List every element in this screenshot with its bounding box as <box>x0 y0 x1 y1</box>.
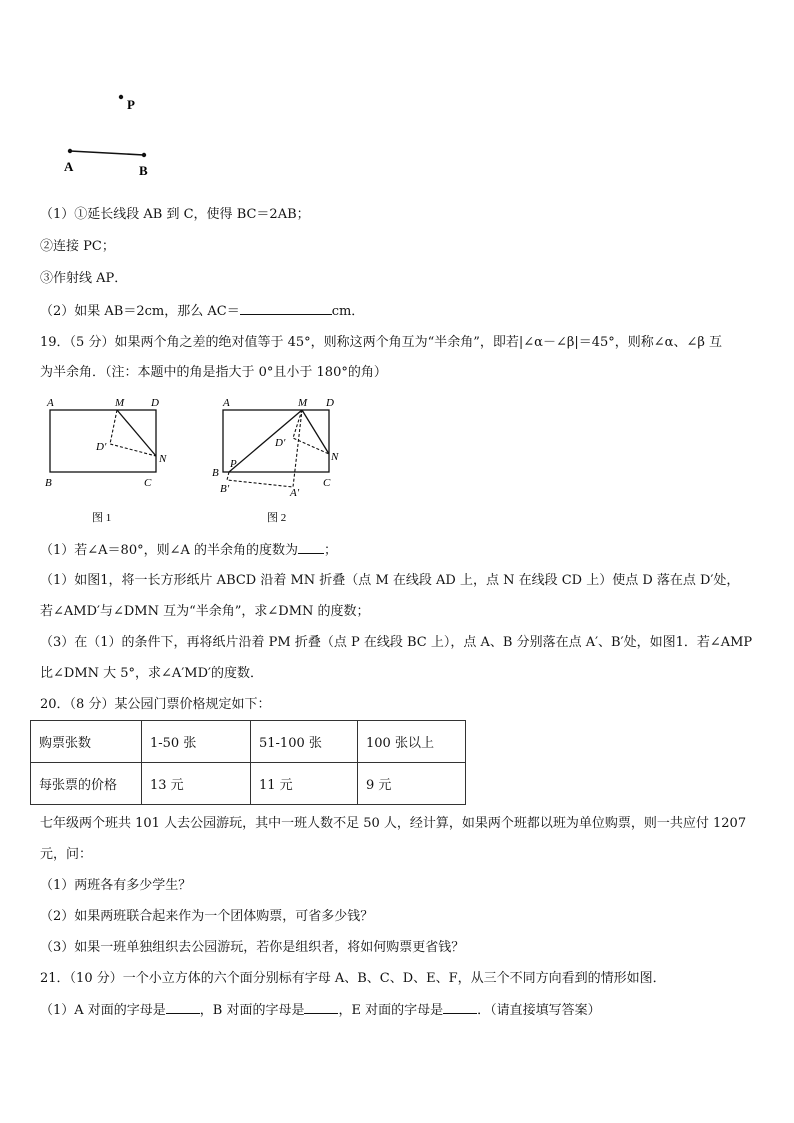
fig1-label-d: D <box>151 397 159 409</box>
point-a <box>68 149 72 153</box>
label-b: B <box>139 163 148 178</box>
q21-answer-blank-a[interactable] <box>166 1001 200 1014</box>
q19-answer-blank[interactable] <box>298 541 324 554</box>
fig2-label-aprime: A′ <box>290 487 300 499</box>
q20-stem: 20．（8 分）某公园门票价格规定如下： <box>40 697 271 712</box>
fig2-caption: 图 2 <box>267 512 287 524</box>
q21-sub1-text-b: ，B 对面的字母是 <box>199 1003 305 1018</box>
q19-sub3-line2: 比∠DMN 大 5°，求∠A′MD′的度数． <box>40 666 263 681</box>
fig2-label-dprime: D′ <box>275 437 286 449</box>
q20-sub1: （1）两班各有多少学生？ <box>40 878 192 893</box>
q21-sub1-text-d: ．（请直接填写答案） <box>477 1003 601 1018</box>
folded-edges-ab <box>227 410 302 487</box>
fig1-label-m: M <box>115 397 125 409</box>
ticket-price-table <box>30 720 466 805</box>
q20-problem-line2: 元，问： <box>40 847 93 862</box>
table-cell: 1-50 张 <box>142 721 251 763</box>
label-p: P <box>127 97 135 112</box>
q19-sub1-end: ； <box>324 543 338 558</box>
fold-line-pm <box>229 410 302 472</box>
q18-part1-step1: （1）①延长线段 AB 到 C，使得 BC＝2AB； <box>40 207 310 222</box>
fig1-label-b: B <box>45 477 52 489</box>
q19-stem-line1: 19．（5 分）如果两个角之差的绝对值等于 45°，则称这两个角互为“半余角”，即若|∠α－∠β|＝45°，则称∠α、∠β 互 <box>40 335 723 350</box>
fig2-label-p: P <box>230 458 237 470</box>
q19-stem-line2: 为半余角．（注：本题中的角是指大于 0°且小于 180°的角） <box>40 365 387 380</box>
fig2-label-bprime: B′ <box>220 483 230 495</box>
q18-part2-unit: cm． <box>331 304 365 319</box>
point-b <box>142 153 146 157</box>
q19-figure-1 <box>40 394 180 529</box>
fig2-label-a: A <box>223 397 230 409</box>
figure-segment-ab <box>55 85 175 185</box>
fig2-label-c: C <box>323 477 331 489</box>
q19-figure-2 <box>205 394 355 529</box>
q18-part2 <box>40 302 364 321</box>
q21-stem: 21．（10 分）一个小立方体的六个面分别标有字母 A、B、C、D、E、F，从三个不同方向看到的情形如图． <box>40 971 666 986</box>
q19-sub1-text: （1）若∠A＝80°，则∠A 的半余角的度数为 <box>40 543 299 558</box>
fig1-label-a: A <box>47 397 54 409</box>
q18-part2-text: （2）如果 AB＝2cm，那么 AC＝ <box>40 304 240 319</box>
q19-sub1 <box>40 541 337 560</box>
table-cell: 51-100 张 <box>251 721 358 763</box>
fig1-label-n: N <box>159 453 167 465</box>
q21-sub1-text-a: （1）A 对面的字母是 <box>40 1003 166 1018</box>
folded-edges-d <box>293 410 329 454</box>
q20-problem-line1: 七年级两个班共 101 人去公园游玩，其中一班人数不足 50 人，经计算，如果两个班都以班为单位购票，则一共应付 1207 <box>40 816 747 831</box>
segment-ab <box>70 151 144 155</box>
fig1-caption: 图 1 <box>92 512 112 524</box>
fig1-label-dprime: D′ <box>96 441 107 453</box>
q19-sub3-line1: （3）在（1）的条件下，再将纸片沿着 PM 折叠（点 P 在线段 BC 上），点 A、B 分别落在点 A′、B′处，如图1．若∠AMP <box>40 635 753 650</box>
fig2-label-m: M <box>298 397 308 409</box>
fold-line-mn-2 <box>302 410 329 454</box>
q18-answer-blank[interactable] <box>240 302 332 315</box>
table-cell: 100 张以上 <box>358 721 466 763</box>
fig1-label-c: C <box>144 477 152 489</box>
q18-part1-step3: ③作射线 AP． <box>40 271 128 286</box>
q21-sub1 <box>40 1001 601 1020</box>
q20-sub2: （2）如果两班联合起来作为一个团体购票，可省多少钱？ <box>40 909 374 924</box>
q20-sub3: （3）如果一班单独组织去公园游玩，若你是组织者，将如何购票更省钱？ <box>40 940 465 955</box>
table-cell: 11 元 <box>251 763 358 805</box>
folded-edges <box>110 410 156 456</box>
q21-answer-blank-b[interactable] <box>304 1001 338 1014</box>
table-cell: 13 元 <box>142 763 251 805</box>
point-p <box>119 95 123 99</box>
label-a: A <box>64 159 74 174</box>
fig2-label-n: N <box>331 451 339 463</box>
fig2-label-d: D <box>326 397 334 409</box>
table-row-header <box>31 721 466 763</box>
table-cell: 每张票的价格 <box>31 763 142 805</box>
q18-part1-step2: ②连接 PC； <box>40 239 115 254</box>
table-cell: 购票张数 <box>31 721 142 763</box>
q21-sub1-text-c: ，E 对面的字母是 <box>338 1003 444 1018</box>
fig2-label-b: B <box>212 467 219 479</box>
fold-line-mn <box>117 410 156 456</box>
table-row-price <box>31 763 466 805</box>
q19-sub2-line2: 若∠AMD′与∠DMN 互为“半余角”，求∠DMN 的度数； <box>40 604 370 619</box>
q19-sub2-line1: （1）如图1，将一长方形纸片 ABCD 沿着 MN 折叠（点 M 在线段 AD 上，点 N 在线段 CD 上）使点 D 落在点 D′处， <box>40 573 740 588</box>
table-cell: 9 元 <box>358 763 466 805</box>
q21-answer-blank-e[interactable] <box>443 1001 477 1014</box>
